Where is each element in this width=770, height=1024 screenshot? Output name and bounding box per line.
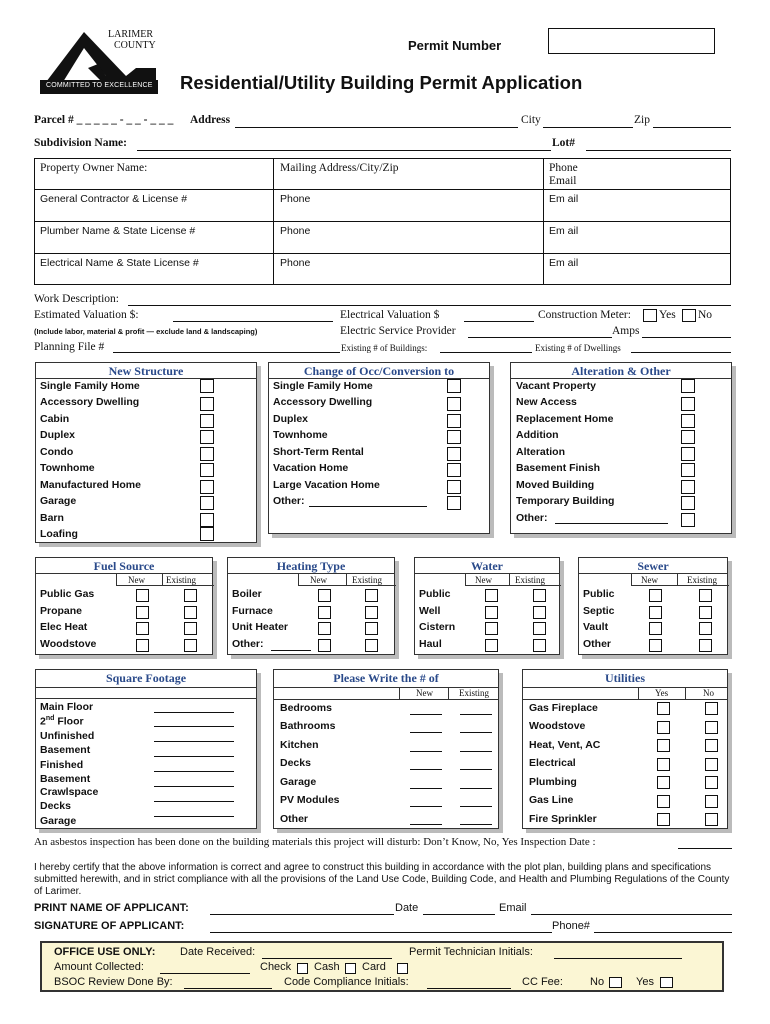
co-checkbox[interactable] [447,463,461,477]
room-new-input[interactable] [410,732,442,733]
room-existing-input[interactable] [460,824,492,825]
alt-item: Vacant Property [516,380,596,392]
co-checkbox[interactable] [447,447,461,461]
sqft-item: Garage [40,815,77,827]
fuel-new-checkbox[interactable] [136,622,149,635]
check-checkbox[interactable] [297,963,308,974]
cc-yes-checkbox[interactable] [660,977,673,988]
alt-item: Moved Building [516,479,595,491]
cc-fee-label: CC Fee: [522,976,563,988]
address-label: Address [190,114,231,126]
utility-yes-checkbox[interactable] [657,739,670,752]
co-item: Townhome [273,429,328,441]
alteration-section [510,362,732,534]
utility-item: Gas Fireplace [529,702,598,714]
permit-number-label: Permit Number [408,38,502,53]
change-occ-title: Change of Occ/Conversion to [303,364,455,378]
alt-item: Addition [516,429,559,441]
contractor-label: General Contractor & License # [40,193,188,205]
room-item: Kitchen [280,739,319,751]
ns-item: Garage [40,495,77,507]
permit-number-field[interactable] [548,28,715,54]
water-item: Haul [419,638,442,650]
room-existing-input[interactable] [460,806,492,807]
planning-file-input[interactable] [113,352,340,353]
lot-label: Lot# [552,137,575,149]
room-new-input[interactable] [410,806,442,807]
room-item: Other [280,813,309,825]
plumber-label: Plumber Name & State License # [40,225,196,237]
construction-meter-label: Construction Meter: [538,309,631,321]
ns-item: Single Family Home [40,380,140,392]
utilities-title: Utilities [605,671,645,685]
email-label: Email [499,902,527,914]
heating-type-section [227,557,395,655]
cash-label: Cash [314,961,340,973]
zip-input[interactable] [653,127,731,128]
subdivision-input[interactable] [137,150,551,151]
sewer-item: Public [583,588,615,600]
valuation-note: (Include labor, material & profit — exclude land & landscaping) [34,327,258,336]
meter-no-label: No [698,309,713,321]
check-label: Check [260,961,292,973]
co-other-input[interactable] [309,506,427,507]
meter-no-checkbox[interactable] [682,309,696,322]
print-name-label: PRINT NAME OF APPLICANT: [34,902,189,914]
water-new-checkbox[interactable] [485,639,498,652]
sewer-existing-checkbox[interactable] [699,606,712,619]
county-logo [36,28,166,96]
utility-yes-checkbox[interactable] [657,721,670,734]
ns-item: Condo [40,446,74,458]
sewer-existing-header: Existing [687,575,718,585]
date-input[interactable] [423,914,495,915]
alt-checkbox[interactable] [681,463,695,477]
bsoc-label: BSOC Review Done By: [54,976,173,988]
ns-checkbox[interactable] [200,513,214,527]
co-item: Other: [273,495,305,507]
amps-input[interactable] [642,337,731,338]
alteration-title: Alteration & Other [571,364,671,378]
fuel-new-header: New [128,575,145,585]
cash-checkbox[interactable] [345,963,356,974]
fuel-existing-checkbox[interactable] [184,639,197,652]
alt-checkbox[interactable] [681,496,695,510]
utility-item: Gas Line [529,794,574,806]
elec-provider-label: Electric Service Provider [340,325,456,337]
plumber-email-label: Em ail [549,225,579,237]
heating-item: Unit Heater [232,621,289,633]
existing-dwellings-label: Existing # of Dwellings [535,343,621,353]
write-num-title: Please Write the # of [333,671,439,685]
compliance-initials-input[interactable] [427,988,511,989]
electrical-email-label: Em ail [549,257,579,269]
work-description-input[interactable] [128,305,731,306]
heating-existing-header: Existing [352,575,383,585]
inspection-date-input[interactable] [678,848,732,849]
alt-checkbox[interactable] [681,397,695,411]
heating-new-checkbox[interactable] [318,622,331,635]
heating-existing-checkbox[interactable] [365,639,378,652]
alt-item: Other: [516,512,548,524]
utility-item: Plumbing [529,776,577,788]
heating-existing-checkbox[interactable] [365,622,378,635]
meter-yes-checkbox[interactable] [643,309,657,322]
alt-checkbox[interactable] [681,414,695,428]
water-section [414,557,560,655]
cc-no-checkbox[interactable] [609,977,622,988]
date-received-label: Date Received: [180,946,256,958]
sewer-existing-checkbox[interactable] [699,589,712,602]
fuel-existing-header: Existing [166,575,197,585]
electrical-phone-label: Phone [280,257,311,269]
alt-item: Temporary Building [516,495,615,507]
co-checkbox[interactable] [447,496,461,510]
valuation-input[interactable] [173,321,333,322]
water-item: Public [419,588,451,600]
ns-item: Accessory Dwelling [40,396,140,408]
sqft-input[interactable] [154,726,234,727]
heating-new-checkbox[interactable] [318,606,331,619]
room-existing-input[interactable] [460,751,492,752]
print-name-input[interactable] [210,914,394,915]
water-new-header: New [475,575,492,585]
room-existing-input[interactable] [460,732,492,733]
card-checkbox[interactable] [397,963,408,974]
city-label: City [521,114,541,126]
date-label: Date [395,902,419,914]
heating-item: Other: [232,638,264,650]
sewer-existing-checkbox[interactable] [699,622,712,635]
co-item: Vacation Home [273,462,349,474]
sewer-item: Vault [583,621,609,633]
sqft-input[interactable] [154,816,234,817]
room-existing-input[interactable] [460,714,492,715]
alt-item: Replacement Home [516,413,614,425]
fuel-item: Public Gas [40,588,95,600]
room-item: Bathrooms [280,720,336,732]
utility-yes-checkbox[interactable] [657,758,670,771]
sqft-item: Finished Basement [40,759,91,785]
utility-no-checkbox[interactable] [705,813,718,826]
co-checkbox[interactable] [447,480,461,494]
ns-item: Cabin [40,413,70,425]
room-item: Garage [280,776,317,788]
heating-new-header: New [310,575,327,585]
sqft-item: Main Floor [40,701,94,713]
amount-collected-input[interactable] [160,973,250,974]
owner-address-label: Mailing Address/City/Zip [280,162,399,174]
sewer-item: Septic [583,605,615,617]
room-existing-input[interactable] [460,769,492,770]
certification-text: I hereby certify that the above information is correct and agree to construct this building in accordance with the plot plan, building plans and specifications submitted herewith, and in strict compliance with all the provisions of the Land Use Code, Building Code, and Health and Plumbing Regulations of the County of Larimer. [34,862,730,897]
contractor-phone-label: Phone [280,193,311,205]
ns-checkbox[interactable] [200,379,214,393]
utilities-yes-header: Yes [655,688,669,698]
ns-item: Duplex [40,429,76,441]
co-checkbox[interactable] [447,397,461,411]
utility-item: Woodstove [529,720,586,732]
electrical-label: Electrical Name & State License # [40,257,199,269]
water-existing-checkbox[interactable] [533,589,546,602]
co-item: Short-Term Rental [273,446,364,458]
elec-valuation-input[interactable] [464,321,534,322]
alt-checkbox[interactable] [681,513,695,527]
sqft-item: Crawlspace [40,786,99,798]
utility-item: Electrical [529,757,576,769]
sewer-new-checkbox[interactable] [649,589,662,602]
utility-no-checkbox[interactable] [705,776,718,789]
cc-no-label: No [590,976,605,988]
sqft-input[interactable] [154,786,234,787]
elec-valuation-label: Electrical Valuation $ [340,309,440,321]
elec-provider-input[interactable] [468,337,612,338]
water-existing-checkbox[interactable] [533,639,546,652]
parcel-label: Parcel # _ _ _ _ _ - _ _ - _ _ _ [34,114,174,126]
water-new-checkbox[interactable] [485,589,498,602]
heating-existing-checkbox[interactable] [365,589,378,602]
utility-no-checkbox[interactable] [705,721,718,734]
sewer-existing-checkbox[interactable] [699,639,712,652]
utilities-no-header: No [703,688,714,698]
water-existing-header: Existing [515,575,546,585]
ns-checkbox[interactable] [200,414,214,428]
water-title: Water [471,559,503,573]
sqft-title: Square Footage [105,671,187,685]
amps-label: Amps [612,325,640,337]
sqft-item: Unfinished Basement [40,730,95,756]
heating-item: Boiler [232,588,262,600]
fuel-item: Elec Heat [40,621,88,633]
co-checkbox[interactable] [447,430,461,444]
office-use-title: OFFICE USE ONLY: [54,946,156,958]
sewer-new-checkbox[interactable] [649,622,662,635]
co-item: Large Vacation Home [273,479,380,491]
asbestos-statement: An asbestos inspection has been done on the building materials this project will disturb: Don’t Know, No, Yes Inspection Date : [34,836,596,848]
cc-yes-label: Yes [636,976,654,988]
existing-buildings-input[interactable] [440,352,532,353]
co-item: Duplex [273,413,309,425]
water-item: Cistern [419,621,456,633]
existing-buildings-label: Existing # of Buildings: [341,343,428,353]
city-input[interactable] [543,127,633,128]
sewer-section [578,557,728,655]
room-new-input[interactable] [410,788,442,789]
water-item: Well [419,605,441,617]
utility-no-checkbox[interactable] [705,758,718,771]
lot-input[interactable] [586,150,731,151]
water-new-checkbox[interactable] [485,622,498,635]
contractor-email-label: Em ail [549,193,579,205]
fuel-new-checkbox[interactable] [136,589,149,602]
room-count-section [273,669,499,829]
ns-item: Barn [40,512,64,524]
fuel-new-checkbox[interactable] [136,606,149,619]
fuel-item: Woodstove [40,638,97,650]
phone-input[interactable] [594,932,732,933]
alt-item: New Access [516,396,577,408]
utility-yes-checkbox[interactable] [657,795,670,808]
room-item: Decks [280,757,311,769]
compliance-initials-label: Code Compliance Initials: [284,976,409,988]
utility-no-checkbox[interactable] [705,702,718,715]
room-new-input[interactable] [410,769,442,770]
sqft-input[interactable] [154,756,234,757]
sqft-input[interactable] [154,801,234,802]
signature-label: SIGNATURE OF APPLICANT: [34,920,185,932]
utility-no-checkbox[interactable] [705,739,718,752]
meter-yes-label: Yes [659,309,676,321]
ns-item: Loafing [40,528,78,540]
fuel-existing-checkbox[interactable] [184,606,197,619]
phone-label: Phone# [552,920,590,932]
water-existing-checkbox[interactable] [533,622,546,635]
new-structure-title: New Structure [108,364,184,378]
ns-checkbox[interactable] [200,496,214,510]
alt-checkbox[interactable] [681,480,695,494]
square-footage-section [35,669,257,829]
heating-title: Heating Type [276,559,346,573]
sewer-item: Other [583,638,612,650]
fuel-source-section [35,557,213,655]
ns-checkbox[interactable] [200,527,214,541]
water-new-checkbox[interactable] [485,606,498,619]
office-use-box [40,941,724,992]
sewer-new-checkbox[interactable] [649,639,662,652]
room-existing-input[interactable] [460,788,492,789]
valuation-label: Estimated Valuation $: [34,309,139,321]
new-structure-section [35,362,257,543]
alt-checkbox[interactable] [681,430,695,444]
co-checkbox[interactable] [447,414,461,428]
bsoc-input[interactable] [184,988,272,989]
sewer-new-checkbox[interactable] [649,606,662,619]
alt-other-input[interactable] [555,523,668,524]
tech-initials-label: Permit Technician Initials: [409,946,533,958]
room-new-input[interactable] [410,824,442,825]
owner-phone-label: Phone [549,162,578,174]
card-label: Card [362,961,386,973]
fuel-existing-checkbox[interactable] [184,589,197,602]
utilities-section [522,669,728,829]
fuel-new-checkbox[interactable] [136,639,149,652]
ns-item: Townhome [40,462,95,474]
heating-other-input[interactable] [271,650,311,651]
ns-checkbox[interactable] [200,480,214,494]
heating-existing-checkbox[interactable] [365,606,378,619]
contact-table [34,158,731,285]
write-new-header: New [416,688,433,698]
sqft-input[interactable] [154,712,234,713]
fuel-item: Propane [40,605,83,617]
existing-dwellings-input[interactable] [631,352,731,353]
heating-item: Furnace [232,605,273,617]
sqft-input[interactable] [154,741,234,742]
room-item: Bedrooms [280,702,332,714]
work-description-label: Work Description: [34,293,119,305]
room-new-input[interactable] [410,714,442,715]
water-existing-checkbox[interactable] [533,606,546,619]
change-occ-section [268,362,490,534]
sewer-title: Sewer [637,559,669,573]
email-input[interactable] [531,914,732,915]
alt-checkbox[interactable] [681,379,695,393]
subdivision-label: Subdivision Name: [34,137,127,149]
logo-line2: COUNTY [114,40,156,51]
page-title: Residential/Utility Building Permit Application [180,72,583,93]
utility-yes-checkbox[interactable] [657,702,670,715]
logo-line1: LARIMER [108,29,153,40]
sqft-item: Decks [40,800,71,812]
plumber-phone-label: Phone [280,225,311,237]
address-input[interactable] [235,127,518,128]
date-received-input[interactable] [262,958,392,959]
utility-item: Fire Sprinkler [529,813,597,825]
utility-item: Heat, Vent, AC [529,739,601,751]
co-item: Single Family Home [273,380,373,392]
sewer-new-header: New [641,575,658,585]
tech-initials-input[interactable] [554,958,682,959]
alt-checkbox[interactable] [681,447,695,461]
alt-item: Alteration [516,446,566,458]
ns-checkbox[interactable] [200,430,214,444]
signature-input[interactable] [210,932,552,933]
ns-checkbox[interactable] [200,447,214,461]
room-item: PV Modules [280,794,340,806]
logo-tagline: COMMITTED TO EXCELLENCE [46,82,153,89]
ns-checkbox[interactable] [200,397,214,411]
sqft-item: 2nd Floor [40,715,84,728]
fuel-title: Fuel Source [93,559,155,573]
amount-collected-label: Amount Collected: [54,961,144,973]
utility-yes-checkbox[interactable] [657,776,670,789]
utility-yes-checkbox[interactable] [657,813,670,826]
heating-new-checkbox[interactable] [318,589,331,602]
sqft-input[interactable] [154,771,234,772]
alt-item: Basement Finish [516,462,601,474]
utility-no-checkbox[interactable] [705,795,718,808]
ns-item: Manufactured Home [40,479,141,491]
room-new-input[interactable] [410,751,442,752]
co-checkbox[interactable] [447,379,461,393]
heating-new-checkbox[interactable] [318,639,331,652]
planning-file-label: Planning File # [34,341,105,353]
owner-email-label: Email [549,175,577,187]
write-existing-header: Existing [459,688,490,698]
co-item: Accessory Dwelling [273,396,373,408]
fuel-existing-checkbox[interactable] [184,622,197,635]
owner-name-label: Property Owner Name: [40,162,148,174]
zip-label: Zip [634,114,650,126]
ns-checkbox[interactable] [200,463,214,477]
